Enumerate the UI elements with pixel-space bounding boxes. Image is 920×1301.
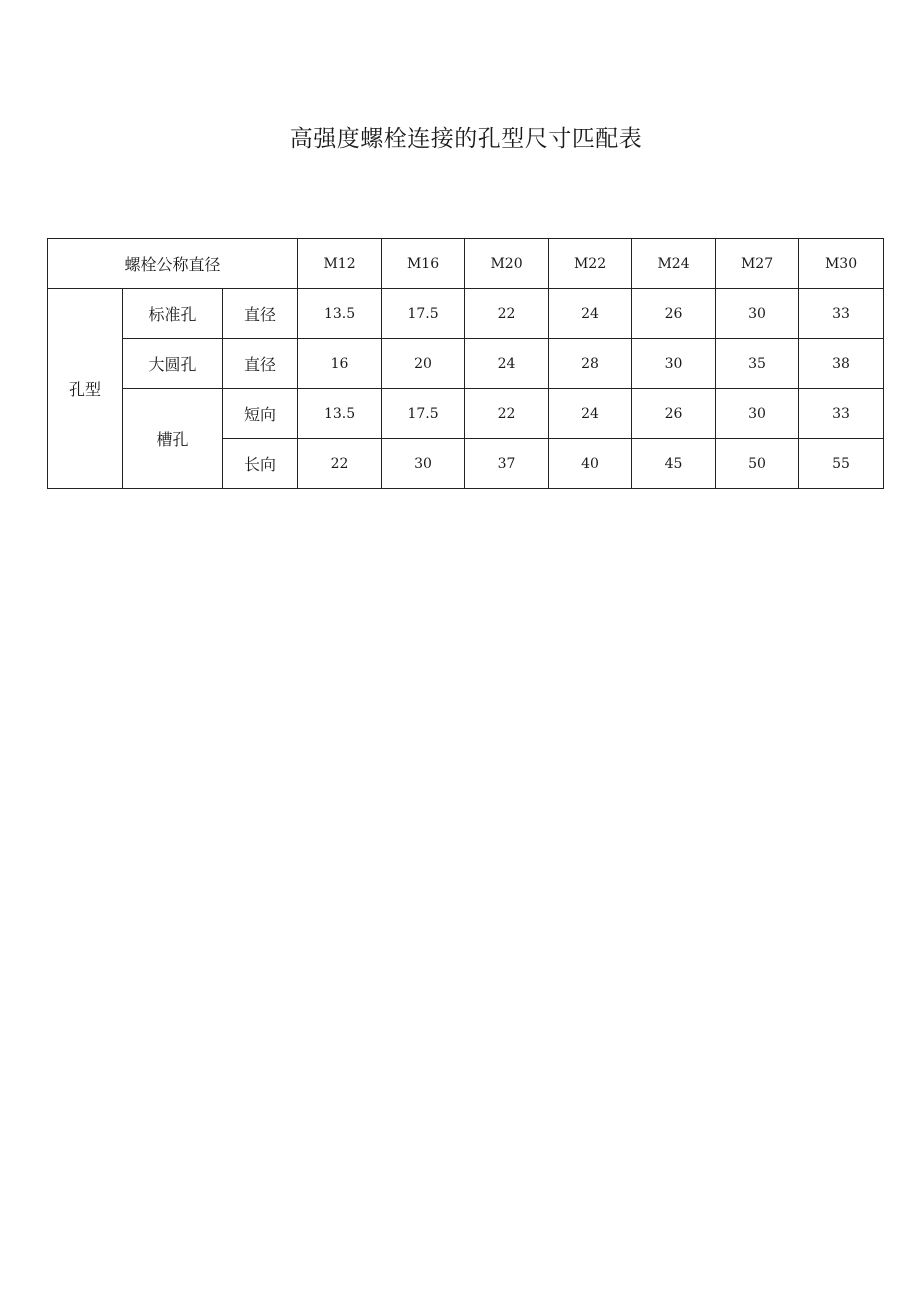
table-row — [48, 289, 884, 339]
dimension-label: 长向 — [223, 439, 298, 489]
size-header: M16 — [382, 239, 465, 289]
value-cell: 28 — [549, 339, 632, 389]
value-cell: 33 — [799, 389, 884, 439]
value-cell: 30 — [382, 439, 465, 489]
dimension-label: 直径 — [223, 339, 298, 389]
value-cell: 13.5 — [298, 389, 382, 439]
value-cell: 45 — [632, 439, 716, 489]
value-cell: 26 — [632, 389, 716, 439]
size-header: M12 — [298, 239, 382, 289]
value-cell: 35 — [716, 339, 799, 389]
value-cell: 30 — [716, 389, 799, 439]
size-header: M20 — [465, 239, 549, 289]
value-cell: 17.5 — [382, 389, 465, 439]
value-cell: 13.5 — [298, 289, 382, 339]
hole-type: 大圆孔 — [123, 339, 223, 389]
table-header-row — [48, 239, 884, 289]
value-cell: 24 — [465, 339, 549, 389]
value-cell: 30 — [632, 339, 716, 389]
dimension-label: 直径 — [223, 289, 298, 339]
hole-type: 槽孔 — [123, 389, 223, 489]
value-cell: 22 — [465, 289, 549, 339]
table-row — [48, 389, 884, 439]
value-cell: 55 — [799, 439, 884, 489]
value-cell: 22 — [465, 389, 549, 439]
value-cell: 30 — [716, 289, 799, 339]
value-cell: 40 — [549, 439, 632, 489]
dimension-label: 短向 — [223, 389, 298, 439]
page-title: 高强度螺栓连接的孔型尺寸匹配表 — [289, 126, 643, 152]
value-cell: 37 — [465, 439, 549, 489]
size-header: M30 — [799, 239, 884, 289]
value-cell: 20 — [382, 339, 465, 389]
value-cell: 24 — [549, 389, 632, 439]
value-cell: 33 — [799, 289, 884, 339]
value-cell: 26 — [632, 289, 716, 339]
value-cell: 50 — [716, 439, 799, 489]
table-row — [48, 339, 884, 389]
value-cell: 24 — [549, 289, 632, 339]
hole-size-table — [47, 238, 884, 489]
size-header: M27 — [716, 239, 799, 289]
size-header: M24 — [632, 239, 716, 289]
size-header: M22 — [549, 239, 632, 289]
value-cell: 38 — [799, 339, 884, 389]
value-cell: 16 — [298, 339, 382, 389]
hole-type: 标准孔 — [123, 289, 223, 339]
group-label: 孔型 — [48, 289, 123, 489]
header-label: 螺栓公称直径 — [48, 239, 298, 289]
value-cell: 22 — [298, 439, 382, 489]
value-cell: 17.5 — [382, 289, 465, 339]
